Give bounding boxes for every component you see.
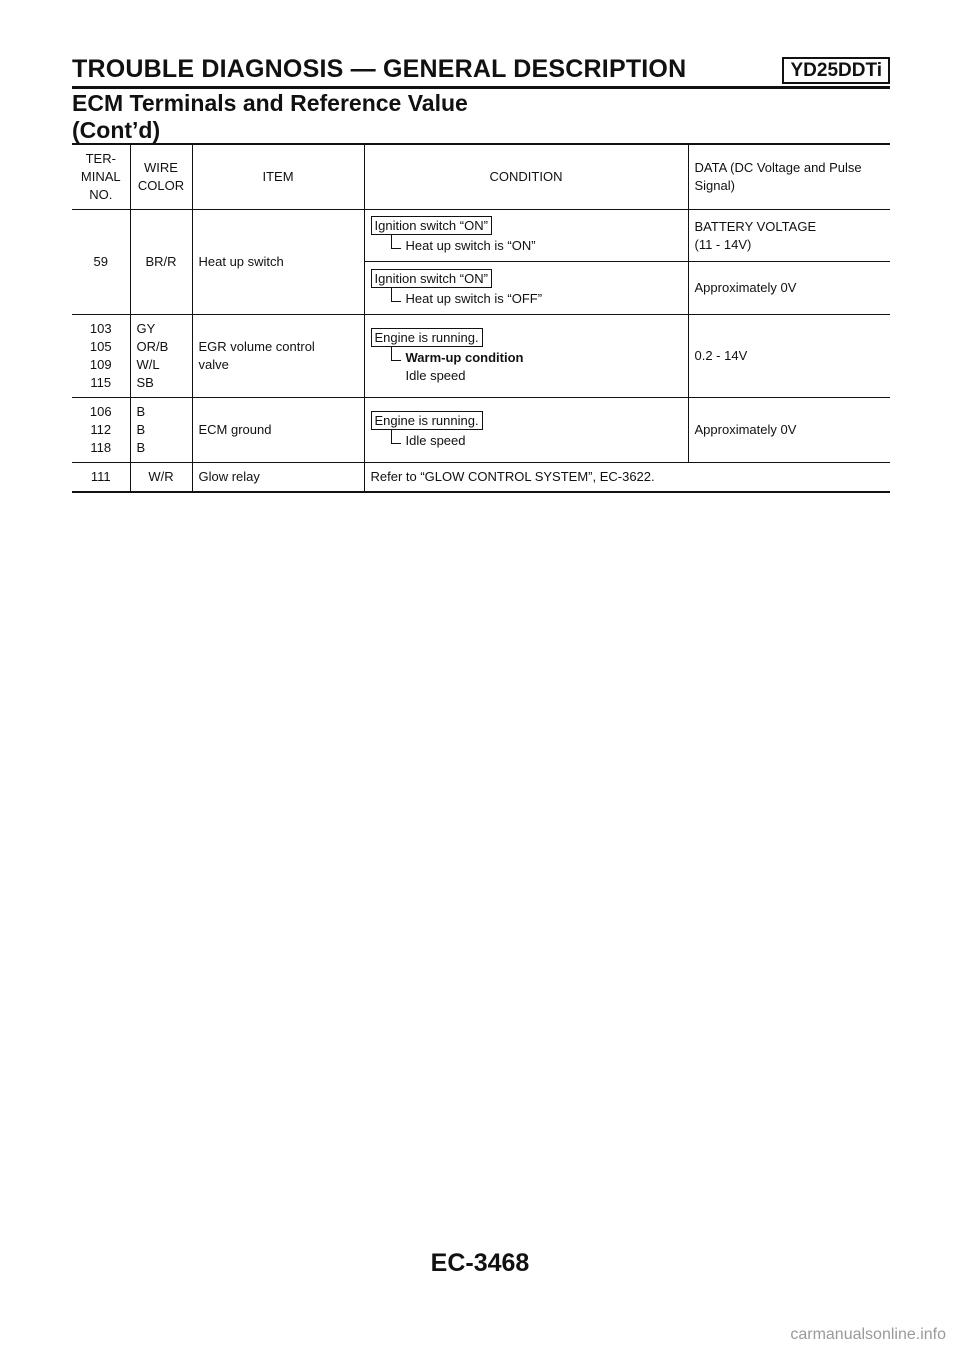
terminal-line: 115 bbox=[90, 375, 112, 390]
item-line: valve bbox=[198, 357, 229, 372]
condition-sub: Idle speed bbox=[371, 432, 682, 450]
terminal-line: 106 bbox=[89, 404, 112, 419]
item-name: Glow relay bbox=[192, 463, 364, 493]
table-header-row bbox=[72, 144, 890, 210]
section-title: TROUBLE DIAGNOSIS — GENERAL DESCRIPTION bbox=[72, 55, 687, 83]
header-item: ITEM bbox=[192, 144, 364, 210]
data-value: Approximately 0V bbox=[688, 262, 890, 315]
table-row bbox=[72, 315, 890, 398]
condition-cell bbox=[364, 262, 688, 315]
condition-sub-line: Idle speed bbox=[405, 367, 466, 383]
header-data bbox=[688, 144, 890, 210]
terminal-line: 112 bbox=[90, 422, 112, 437]
subtitle bbox=[72, 90, 890, 144]
header-rule bbox=[72, 86, 890, 89]
terminal-no bbox=[72, 398, 130, 463]
wire-line: GY bbox=[136, 321, 156, 336]
item-name bbox=[192, 315, 364, 398]
item-name: Heat up switch bbox=[192, 210, 364, 315]
condition-main: Ignition switch “ON” bbox=[371, 216, 492, 235]
data-value bbox=[688, 210, 890, 262]
wire-line: OR/B bbox=[136, 339, 169, 354]
condition-cell bbox=[364, 210, 688, 262]
condition-cell bbox=[364, 315, 688, 398]
header-terminal-line: NO. bbox=[89, 187, 113, 202]
subtitle-line-1: ECM Terminals and Reference Value bbox=[72, 90, 468, 116]
terminal-no bbox=[72, 315, 130, 398]
condition-sub: Warm-up condition bbox=[371, 349, 682, 367]
watermark: carmanualsonline.info bbox=[790, 1326, 946, 1343]
table-row bbox=[72, 463, 890, 493]
engine-badge: YD25DDTi bbox=[782, 57, 890, 84]
header-data-line: DATA (DC Voltage and Pulse bbox=[694, 160, 862, 175]
header-wire-line: COLOR bbox=[137, 178, 185, 193]
header-condition: CONDITION bbox=[364, 144, 688, 210]
terminal-no: 111 bbox=[72, 463, 130, 493]
condition-main: Ignition switch “ON” bbox=[371, 269, 492, 288]
reference-note: Refer to “GLOW CONTROL SYSTEM”, EC-3622. bbox=[364, 463, 890, 493]
header-data-line: Signal) bbox=[694, 178, 735, 193]
header-wire-line: WIRE bbox=[144, 160, 178, 175]
table-row bbox=[72, 398, 890, 463]
wire-color bbox=[130, 398, 192, 463]
terminal-line: 118 bbox=[90, 440, 112, 455]
terminal-line: 105 bbox=[89, 339, 112, 354]
header-terminal-no bbox=[72, 144, 130, 210]
condition-main: Engine is running. bbox=[371, 411, 483, 430]
ecm-terminal-table bbox=[72, 143, 890, 493]
wire-line: W/L bbox=[136, 357, 160, 372]
terminal-no: 59 bbox=[72, 210, 130, 315]
wire-line: B bbox=[136, 404, 146, 419]
wire-line: B bbox=[136, 422, 146, 437]
page-header bbox=[72, 56, 890, 144]
header-wire-color bbox=[130, 144, 192, 210]
data-line: BATTERY VOLTAGE bbox=[694, 218, 817, 234]
data-value: Approximately 0V bbox=[688, 398, 890, 463]
condition-sub: Heat up switch is “OFF” bbox=[371, 290, 682, 308]
condition-cell bbox=[364, 398, 688, 463]
wire-color: BR/R bbox=[130, 210, 192, 315]
item-name: ECM ground bbox=[192, 398, 364, 463]
page-number: EC-3468 bbox=[430, 1249, 530, 1277]
wire-line: SB bbox=[136, 375, 154, 390]
header-top bbox=[72, 56, 890, 86]
terminal-line: 103 bbox=[89, 321, 112, 336]
table-row bbox=[72, 210, 890, 262]
terminal-line: 109 bbox=[89, 357, 112, 372]
condition-main: Engine is running. bbox=[371, 328, 483, 347]
wire-color: W/R bbox=[130, 463, 192, 493]
item-line: EGR volume control bbox=[198, 339, 315, 354]
subtitle-line-2: (Cont’d) bbox=[72, 117, 161, 143]
header-terminal-line: TER- bbox=[85, 151, 116, 166]
wire-color bbox=[130, 315, 192, 398]
data-value: 0.2 - 14V bbox=[688, 315, 890, 398]
condition-sub: Heat up switch is “ON” bbox=[371, 237, 682, 255]
wire-line: B bbox=[136, 440, 146, 455]
header-terminal-line: MINAL bbox=[80, 169, 121, 184]
data-line: (11 - 14V) bbox=[694, 236, 752, 252]
